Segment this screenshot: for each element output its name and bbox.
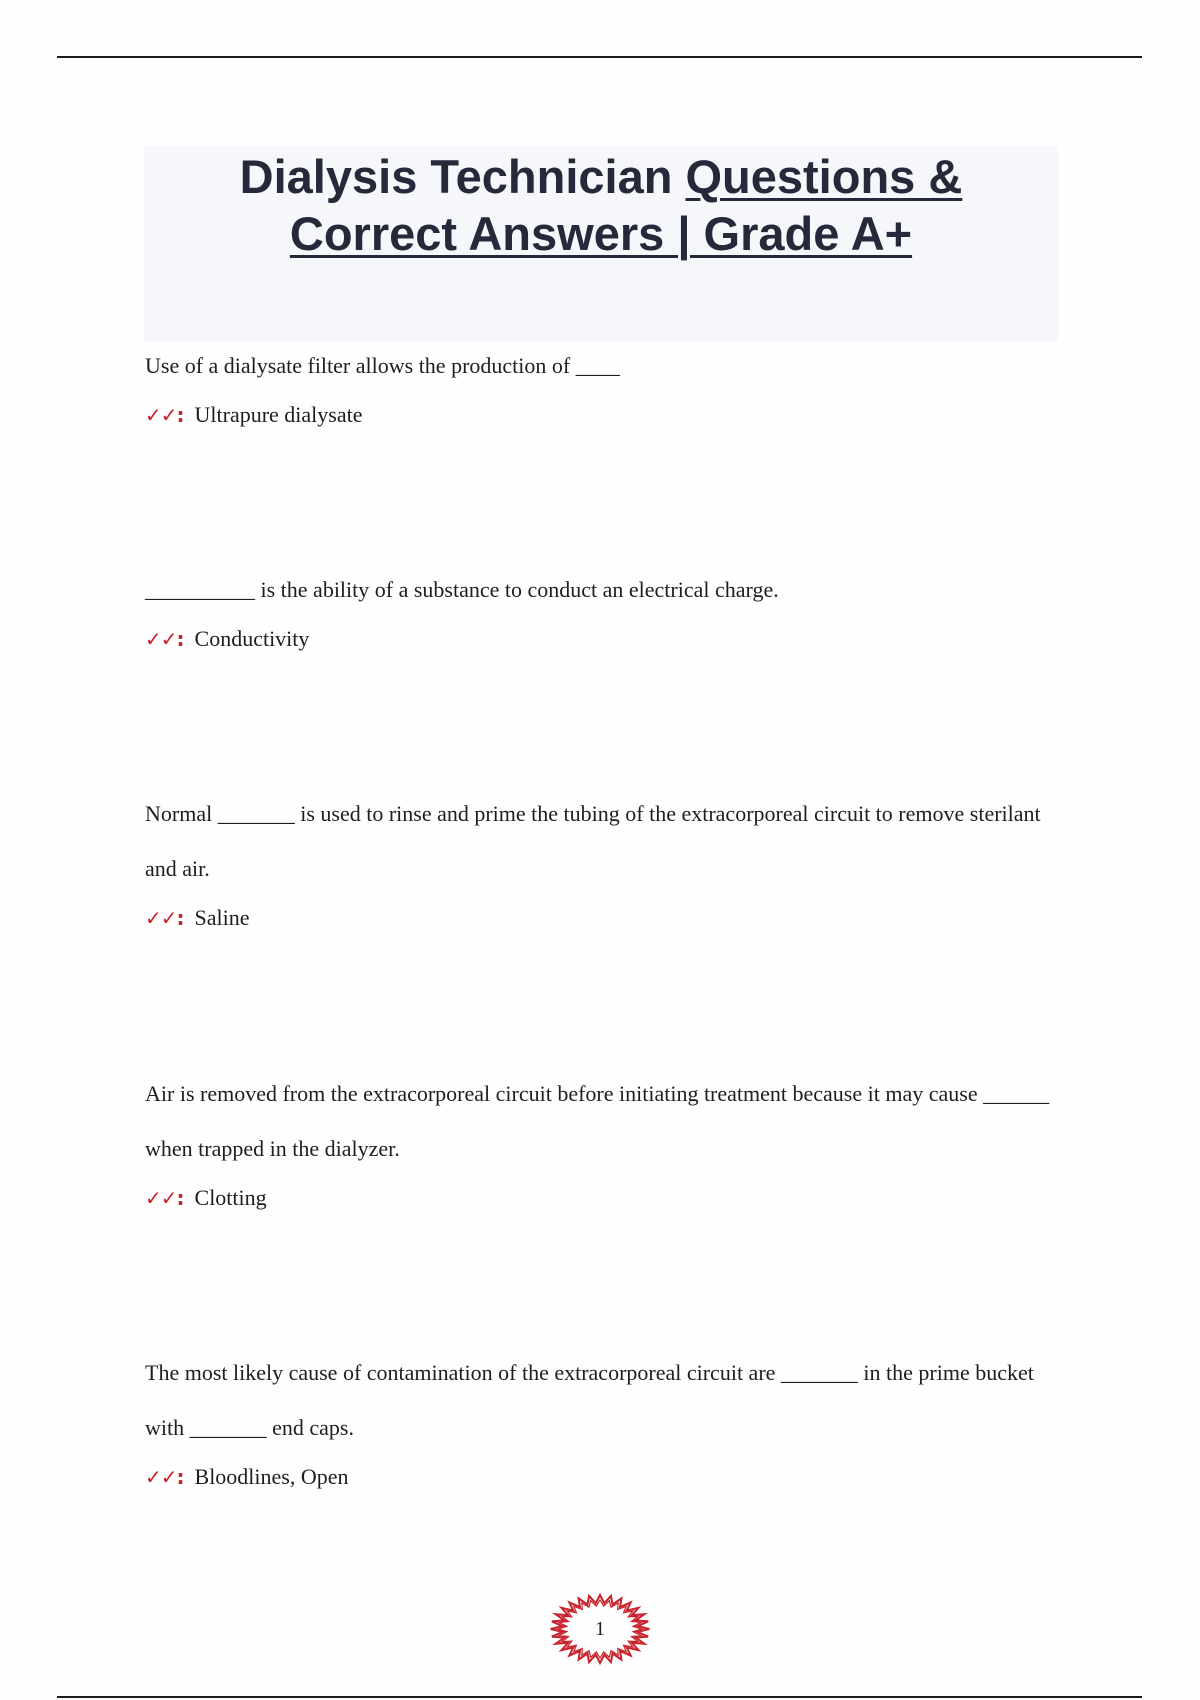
title-text-plain: Dialysis Technician xyxy=(239,150,686,203)
answer-line xyxy=(145,903,250,933)
title-text-underlined-1: Questions & xyxy=(685,150,963,203)
header-rule xyxy=(57,56,1142,58)
double-check-icon: ✓✓ xyxy=(145,1465,177,1489)
answer-line xyxy=(145,624,309,654)
answer-text: Bloodlines, Open xyxy=(194,1464,349,1489)
title-banner xyxy=(144,146,1058,341)
question-text: Normal _______ is used to rinse and prime the tubing of the extracorporeal circuit to remove sterilant and air. xyxy=(145,801,1041,881)
qa-item xyxy=(145,786,1065,930)
question-text: Use of a dialysate filter allows the production of ____ xyxy=(145,353,620,378)
document-title xyxy=(144,148,1058,262)
question-text: __________ is the ability of a substance to conduct an electrical charge. xyxy=(145,577,779,602)
answer-text: Saline xyxy=(194,905,250,930)
double-check-icon: ✓✓ xyxy=(145,1186,177,1210)
answer-line xyxy=(145,1462,349,1492)
question-text: Air is removed from the extracorporeal circuit before initiating treatment because it may cause ______ when trapped in the dialyzer. xyxy=(145,1081,1050,1161)
answer-colon: : xyxy=(176,403,185,427)
title-text-underlined-2: Correct Answers | Grade A+ xyxy=(289,207,913,260)
qa-item xyxy=(145,562,1065,651)
footer-rule xyxy=(57,1696,1142,1698)
answer-colon: : xyxy=(176,906,185,930)
double-check-icon: ✓✓ xyxy=(145,906,177,930)
answer-text: Conductivity xyxy=(194,626,310,651)
double-check-icon: ✓✓ xyxy=(145,627,177,651)
answer-line xyxy=(145,400,363,430)
double-check-icon: ✓✓ xyxy=(145,403,177,427)
answer-text: Ultrapure dialysate xyxy=(194,402,363,427)
page-number-badge xyxy=(548,1592,652,1666)
qa-item xyxy=(145,1345,1065,1489)
answer-colon: : xyxy=(176,627,185,651)
answer-text: Clotting xyxy=(194,1185,267,1210)
answer-colon: : xyxy=(176,1186,185,1210)
qa-item xyxy=(145,338,1065,427)
question-text: The most likely cause of contamination of the extracorporeal circuit are _______ in the prime bucket with _______ end caps. xyxy=(145,1360,1034,1440)
qa-item xyxy=(145,1066,1065,1210)
answer-colon: : xyxy=(176,1465,185,1489)
answer-line xyxy=(145,1183,267,1213)
page-number: 1 xyxy=(595,1618,605,1640)
